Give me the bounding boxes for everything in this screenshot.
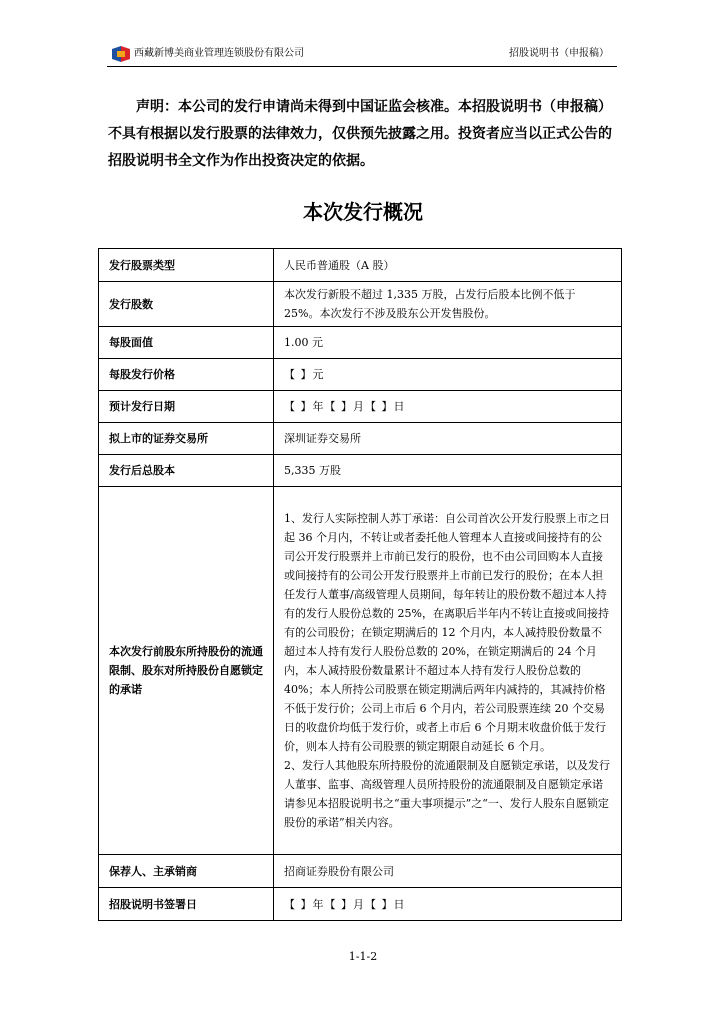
- row-label: 拟上市的证券交易所: [99, 423, 274, 455]
- row-value: 【 】年【 】月【 】日: [274, 391, 622, 423]
- disclaimer-statement: 声明：本公司的发行申请尚未得到中国证监会核准。本招股说明书（申报稿）不具有根据以发行股票的法律效力，仅供预先披露之用。投资者应当以正式公告的招股说明书全文作为作出投资决定的依据。: [108, 99, 612, 169]
- row-label: 发行股票类型: [99, 249, 274, 282]
- offering-summary-table: [98, 248, 622, 921]
- table-row: [99, 282, 622, 327]
- row-label: 保荐人、主承销商: [99, 855, 274, 888]
- table-row: [99, 327, 622, 359]
- row-value: 【 】年【 】月【 】日: [274, 888, 622, 921]
- row-value: 1.00 元: [274, 327, 622, 359]
- lockup-commitment-paragraph: 1、发行人实际控制人苏丁承诺：自公司首次公开发行股票上市之日起 36 个月内，不转让或者委托他人管理本人直接或间接持有的公司公开发行股票并上市前已发行的股份，也不由公司回购本人直接或间接持有的公司公开发行股票并上市前已发行的股份；在本人担任发行人董事/高级管理人员期间，每年转让的股份数不超过本人持有的发行人股份总数的 25%，在离职后半年内不转让直接或间接持有的公司股份；在锁定期满后的 12 个月内，本人减持股份数量不超过本人持有发行人股份总数的 20%，在锁定期满后的 24 个月内，本人减持股份数量累计不超过本人持有发行人股份总数的 40%；本人所持公司股票在锁定期满后两年内减持的，其减持价格不低于发行价；公司上市后 6 个月内，若公司股票连续 20 个交易日的收盘价均低于发行价，或者上市后 6 个月期末收盘价低于发行价，则本人持有公司股票的锁定期限自动延长 6 个月。: [284, 512, 610, 753]
- page-number: 1-1-2: [348, 950, 378, 963]
- company-logo-icon: [112, 46, 130, 62]
- row-value: [274, 487, 622, 855]
- table-row: [99, 391, 622, 423]
- row-label: 本次发行前股东所持股份的流通限制、股东对所持股份自愿锁定的承诺: [99, 487, 274, 855]
- row-value: 5,335 万股: [274, 455, 622, 487]
- table-row: [99, 455, 622, 487]
- table-row: [99, 855, 622, 888]
- row-value: 本次发行新股不超过 1,335 万股，占发行后股本比例不低于 25%。本次发行不涉及股东公开发售股份。: [274, 282, 622, 327]
- header-divider: [107, 66, 617, 67]
- table-row: [99, 359, 622, 391]
- table-row: [99, 487, 622, 855]
- row-value: 【 】元: [274, 359, 622, 391]
- company-name: 西藏新博美商业管理连锁股份有限公司: [134, 48, 304, 59]
- row-value: 深圳证券交易所: [274, 423, 622, 455]
- row-label: 预计发行日期: [99, 391, 274, 423]
- page-header: [107, 44, 617, 66]
- row-value: 招商证券股份有限公司: [274, 855, 622, 888]
- row-label: 发行股数: [99, 282, 274, 327]
- row-label: 发行后总股本: [99, 455, 274, 487]
- row-label: 每股发行价格: [99, 359, 274, 391]
- row-label: 招股说明书签署日: [99, 888, 274, 921]
- table-row: [99, 888, 622, 921]
- document-type: 招股说明书（申报稿）: [509, 48, 609, 59]
- table-row: [99, 249, 622, 282]
- page-title: 本次发行概况: [303, 200, 423, 224]
- row-value: 人民币普通股（A 股）: [274, 249, 622, 282]
- row-label: 每股面值: [99, 327, 274, 359]
- table-row: [99, 423, 622, 455]
- lockup-commitment-paragraph: 2、发行人其他股东所持股份的流通限制及自愿锁定承诺，以及发行人董事、监事、高级管理人员所持股份的流通限制及自愿锁定承诺请参见本招股说明书之“重大事项提示”之“一、发行人股东自愿锁定股份的承诺”相关内容。: [284, 759, 610, 829]
